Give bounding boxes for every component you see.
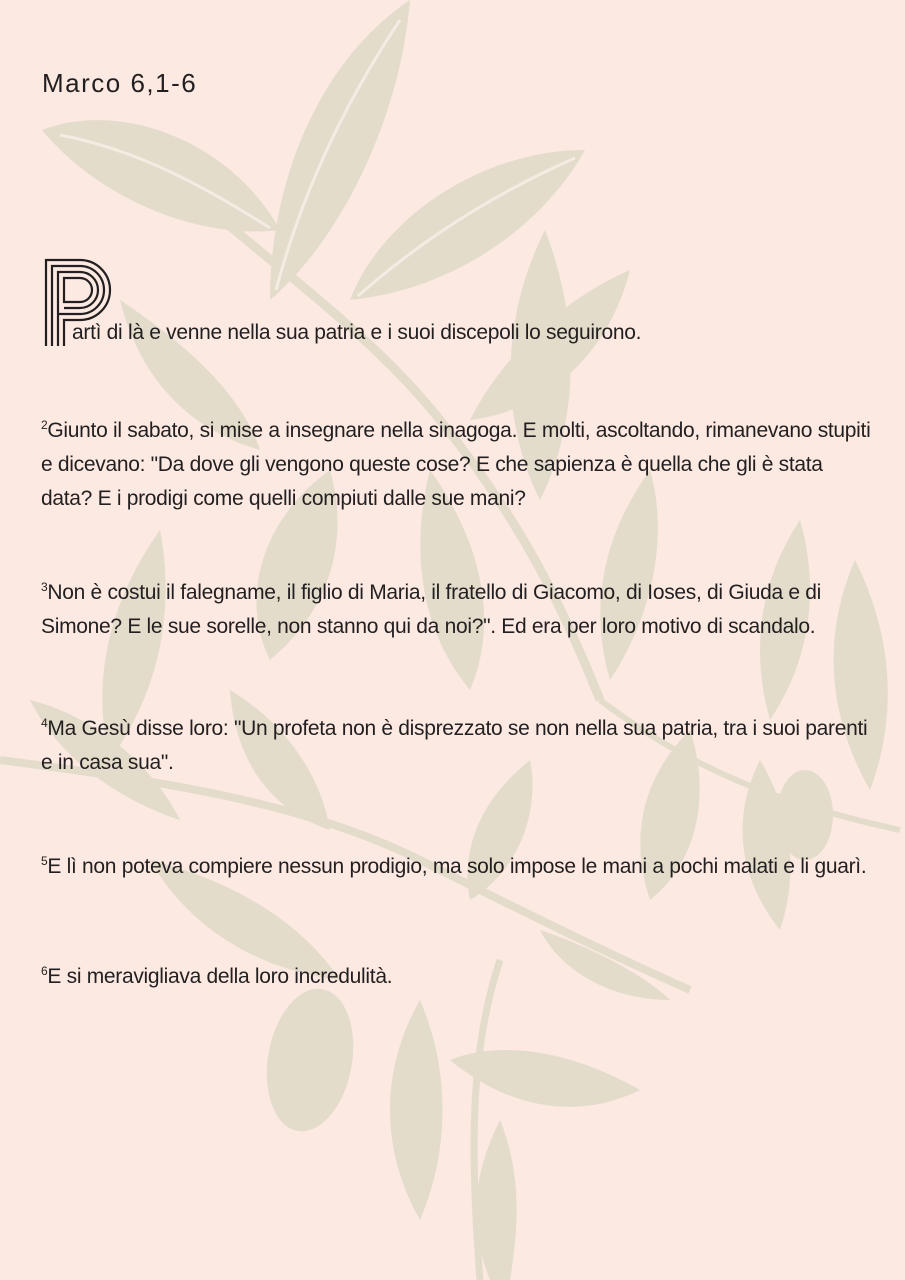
verse-text: artì di là e venne nella sua patria e i suoi discepoli lo seguirono. xyxy=(72,321,642,344)
verse-2 xyxy=(41,414,871,516)
verse-number: 2 xyxy=(41,418,48,432)
verse-text: Ma Gesù disse loro: "Un profeta non è disprezzato se non nella sua patria, tra i suoi parenti e in casa sua". xyxy=(41,717,868,774)
verse-text: Non è costui il falegname, il figlio di Maria, il fratello di Giacomo, di Ioses, di Giuda e di Simone? E le sue sorelle, non stanno qui da noi?". Ed era per loro motivo di scandalo. xyxy=(41,581,822,638)
verse-1 xyxy=(72,316,641,350)
verse-4 xyxy=(41,712,871,780)
verse-6 xyxy=(41,960,871,994)
verse-5 xyxy=(41,850,871,884)
verse-3 xyxy=(41,576,871,644)
verse-number: 3 xyxy=(41,580,48,594)
verse-number: 6 xyxy=(41,964,48,978)
verse-number: 4 xyxy=(41,716,48,730)
verse-text: Giunto il sabato, si mise a insegnare nella sinagoga. E molti, ascoltando, rimanevano stupiti e dicevano: "Da dove gli vengono queste cose? E che sapienza è quella che gli è stata data? E i prodigi come quelli compiuti dalle sue mani? xyxy=(41,419,871,510)
passage-reference: Marco 6,1-6 xyxy=(42,68,198,98)
verse-number: 5 xyxy=(41,854,48,868)
verse-text: E lì non poteva compiere nessun prodigio, ma solo impose le mani a pochi malati e li guarì. xyxy=(47,855,867,878)
verse-text: E si meravigliava della loro incredulità. xyxy=(47,965,393,988)
